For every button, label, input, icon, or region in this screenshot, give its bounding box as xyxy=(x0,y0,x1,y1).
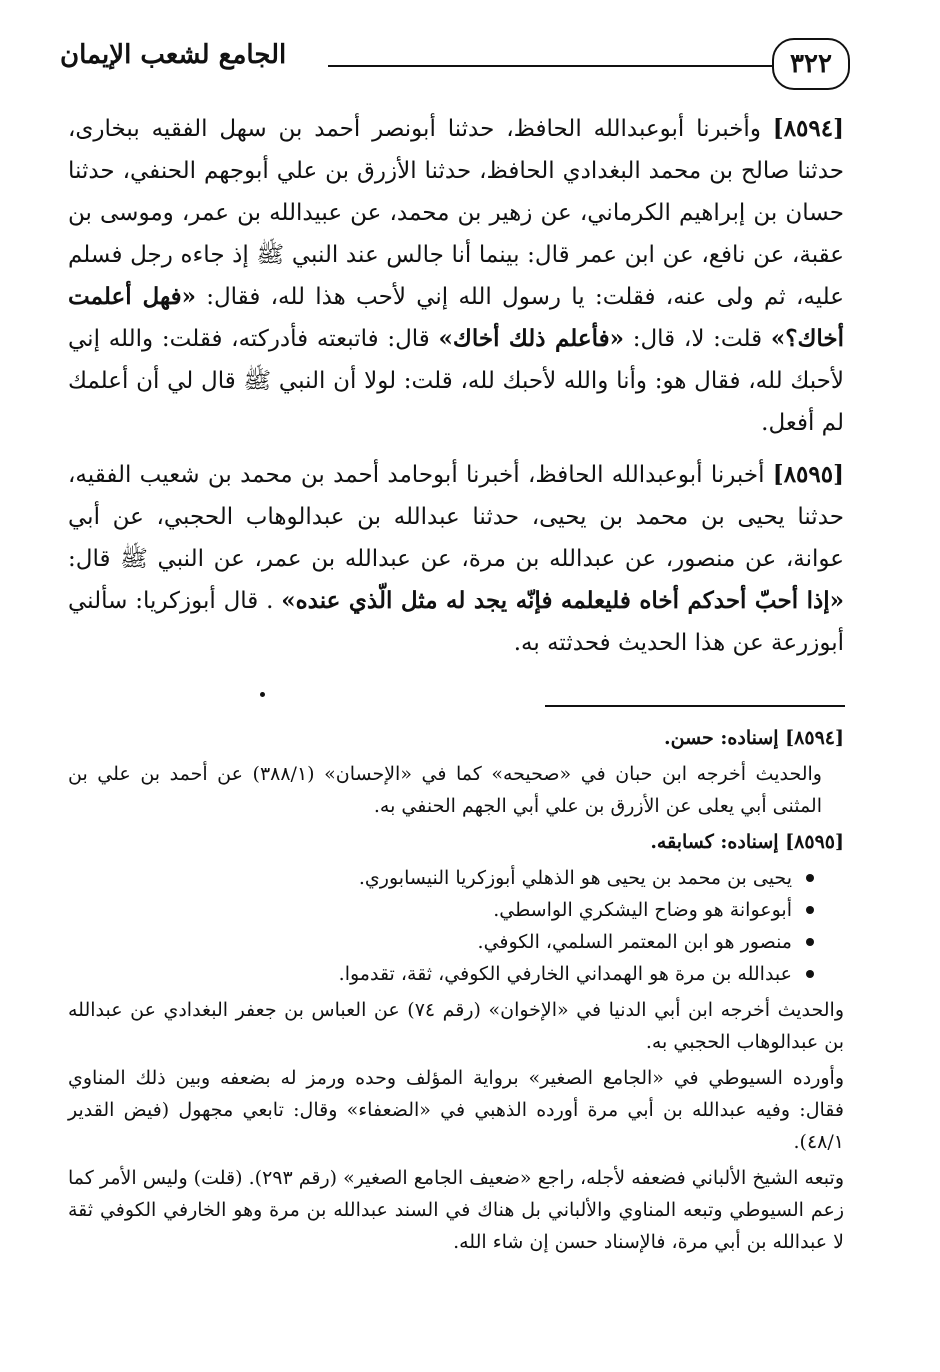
bullet-icon xyxy=(806,906,814,914)
bullet-icon xyxy=(806,970,814,978)
hadith-quote: «فأعلم ذلك أخاك» xyxy=(438,325,624,352)
separator-dot xyxy=(260,692,265,697)
list-item: منصور هو ابن المعتمر السلمي، الكوفي. xyxy=(68,926,792,958)
footnotes xyxy=(68,722,844,1262)
page-number: ٣٢٢ xyxy=(772,38,850,90)
running-title: الجامع لشعب الإيمان xyxy=(60,40,287,70)
footnote-text: وتبعه الشيخ الألباني فضعفه لأجله، راجع «ضعيف الجامع الصغير» (رقم ٢٩٣). (قلت) وليس الأمر كما زعم السيوطي وتبعه المناوي والألباني بل هناك في السند عبدالله بن مرة وهو الخارفي الكوفي ثقة لا عبدالله بن أبي مرة، فالإسناد حسن إن شاء الله. xyxy=(68,1167,845,1253)
footnote-text: وأورده السيوطي في «الجامع الصغير» برواية المؤلف وحده ورمز له بضعفه وبين ذلك المناوي فقال: وفيه عبدالله بن أبي مرة أورده الذهبي في «الضعفاء» وقال: تابعي مجهول (فيض القدير ٤٨/١). xyxy=(68,1067,844,1153)
footnote-text: والحديث أخرجه ابن حبان في «صحيحه» كما في «الإحسان» (٣٨٨/١) عن أحمد بن علي بن المثنى أبي يعلى عن الأزرق بن علي أبي الجهم الحنفي به. xyxy=(68,763,822,817)
hadith-text: قلت: لا، قال: xyxy=(632,326,763,352)
narrator-list xyxy=(68,862,844,990)
hadith-text: أخبرنا أبوعبدالله الحافظ، أخبرنا أبوحامد أحمد بن محمد بن شعيب الفقيه، حدثنا يحيى بن محمد بن يحيى، حدثنا عبدالله بن عبدالوهاب الحجبي، عن أبي عوانة، عن منصور، عن عبدالله بن مرة، عن عبدالله بن عمر، عن النبي ﷺ قال: xyxy=(68,462,844,572)
hadith-number: [٨٥٩٥] xyxy=(772,461,844,488)
footnote-text: والحديث أخرجه ابن أبي الدنيا في «الإخوان» (رقم ٧٤) عن العباس بن جعفر البغدادي عن عبدالله بن عبدالوهاب الحجبي به. xyxy=(68,999,845,1053)
header-rule xyxy=(328,65,772,67)
list-item: يحيى بن محمد بن يحيى هو الذهلي أبوزكريا النيسابوري. xyxy=(68,862,792,894)
bullet-icon xyxy=(806,938,814,946)
hadith-8595 xyxy=(68,454,844,664)
footnote-rule xyxy=(545,705,845,707)
hadith-quote: «إذا أحبّ أحدكم أخاه فليعلمه فإنّه يجد له مثل الّذي عنده» xyxy=(281,587,845,614)
hadith-text: وأخبرنا أبوعبدالله الحافظ، حدثنا أبونصر أحمد بن سهل الفقيه ببخارى، حدثنا صالح بن محمد البغدادي الحافظ، حدثنا الأزرق بن علي أبوجهم الحنفي، حدثنا حسان بن إبراهيم الكرماني، عن زهير بن محمد، عن عبيدالله بن عمر، وموسى بن عقبة، عن نافع، عن ابن عمر قال: بينما أنا جالس عند النبي ﷺ إذ جاءه رجل فسلم عليه، ثم ولى عنه، فقلت: يا رسول الله إني لأحب هذا لله، فقال: xyxy=(68,116,844,310)
list-item: عبدالله بن مرة هو الهمداني الخارفي الكوفي، ثقة، تقدموا. xyxy=(68,958,792,990)
hadith-8594 xyxy=(68,108,844,444)
footnote-ref-8594: [٨٥٩٤] إسناده: حسن. xyxy=(664,727,844,749)
page-header xyxy=(60,38,850,94)
hadith-number: [٨٥٩٤] xyxy=(772,115,844,142)
hadith-quote: «فهل أعلمت أخاك؟» xyxy=(68,283,845,352)
hadith-text: . قال أبوزكريا: سألني أبوزرعة عن هذا الحديث فحدثته به. xyxy=(68,588,844,656)
footnote-ref-8595: [٨٥٩٥] إسناده: كسابقه. xyxy=(650,831,844,853)
main-text xyxy=(68,108,844,674)
hadith-text: قال: فاتبعته فأدركته، فقلت: والله إني لأحبك لله، فقال هو: وأنا والله لأحبك لله، قلت: لولا أن النبي ﷺ قال لي أن أعلمك لم أفعل. xyxy=(68,326,844,436)
list-item: أبوعوانة هو وضاح اليشكري الواسطي. xyxy=(68,894,792,926)
bullet-icon xyxy=(806,874,814,882)
